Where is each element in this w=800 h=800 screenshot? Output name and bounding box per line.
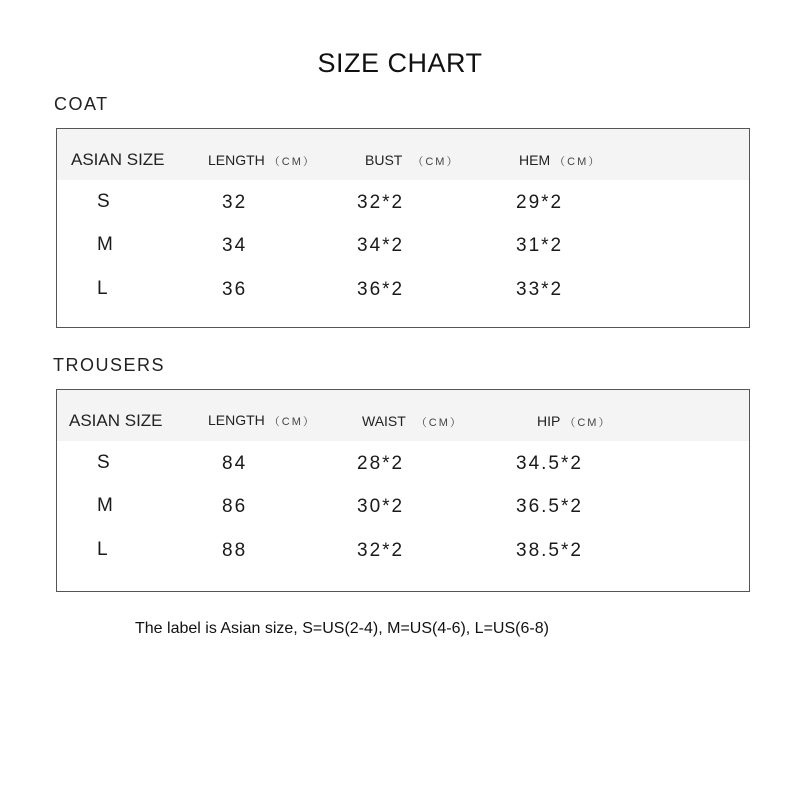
trousers-row-m-waist: 30*2 bbox=[357, 496, 405, 517]
trousers-row-s-waist: 28*2 bbox=[357, 453, 405, 474]
trousers-header-length-unit: （CM） bbox=[268, 416, 316, 428]
trousers-section-label: TROUSERS bbox=[53, 355, 166, 375]
coat-row-s-size: S bbox=[97, 191, 110, 212]
trousers-header-waist-label: WAIST bbox=[362, 413, 406, 429]
trousers-header-waist bbox=[362, 413, 463, 430]
coat-header-hem-label: HEM bbox=[519, 152, 551, 168]
trousers-header-hip bbox=[537, 413, 611, 430]
trousers-size-table bbox=[56, 389, 750, 592]
coat-row-l-size: L bbox=[97, 278, 108, 299]
coat-row-l-hem: 33*2 bbox=[516, 279, 564, 300]
trousers-row-l-hip: 38.5*2 bbox=[516, 540, 583, 561]
trousers-row-s-length: 84 bbox=[222, 453, 248, 474]
coat-row-s-bust: 32*2 bbox=[357, 192, 405, 213]
coat-row-l-bust: 36*2 bbox=[357, 279, 405, 300]
coat-header-length-unit: （CM） bbox=[268, 156, 316, 168]
trousers-row-l-length: 88 bbox=[222, 540, 248, 561]
trousers-row-m-size: M bbox=[97, 495, 113, 516]
trousers-header-asian-size: ASIAN SIZE bbox=[69, 411, 163, 430]
coat-header-hem bbox=[519, 152, 601, 169]
coat-row-m-length: 34 bbox=[222, 235, 248, 256]
size-conversion-note: The label is Asian size, S=US(2-4), M=US(4-6), L=US(6-8) bbox=[135, 620, 549, 637]
trousers-header-hip-unit: （CM） bbox=[564, 417, 612, 429]
trousers-row-l-size: L bbox=[97, 539, 108, 560]
coat-header-bust-label: BUST bbox=[365, 152, 403, 168]
trousers-row-m-hip: 36.5*2 bbox=[516, 496, 583, 517]
coat-row-m-bust: 34*2 bbox=[357, 235, 405, 256]
trousers-row-m-length: 86 bbox=[222, 496, 248, 517]
coat-header-asian-size: ASIAN SIZE bbox=[71, 150, 165, 169]
trousers-header-hip-label: HIP bbox=[537, 413, 561, 429]
coat-header-bust bbox=[365, 152, 459, 169]
coat-header-bust-unit: （CM） bbox=[412, 156, 460, 168]
trousers-header-length-label: LENGTH bbox=[208, 412, 265, 428]
trousers-row-l-waist: 32*2 bbox=[357, 540, 405, 561]
coat-section-label: COAT bbox=[54, 94, 109, 114]
coat-row-m-hem: 31*2 bbox=[516, 235, 564, 256]
coat-header-hem-unit: （CM） bbox=[554, 156, 602, 168]
trousers-row-s-hip: 34.5*2 bbox=[516, 453, 583, 474]
coat-row-s-hem: 29*2 bbox=[516, 192, 564, 213]
coat-row-m-size: M bbox=[97, 234, 113, 255]
coat-header-length bbox=[208, 152, 316, 169]
trousers-row-s-size: S bbox=[97, 452, 110, 473]
coat-row-l-length: 36 bbox=[222, 279, 248, 300]
page-title: SIZE CHART bbox=[317, 48, 483, 78]
coat-header-length-label: LENGTH bbox=[208, 152, 265, 168]
coat-row-s-length: 32 bbox=[222, 192, 248, 213]
trousers-header-length bbox=[208, 412, 316, 429]
trousers-header-waist-unit: （CM） bbox=[415, 417, 463, 429]
coat-size-table bbox=[56, 128, 750, 328]
